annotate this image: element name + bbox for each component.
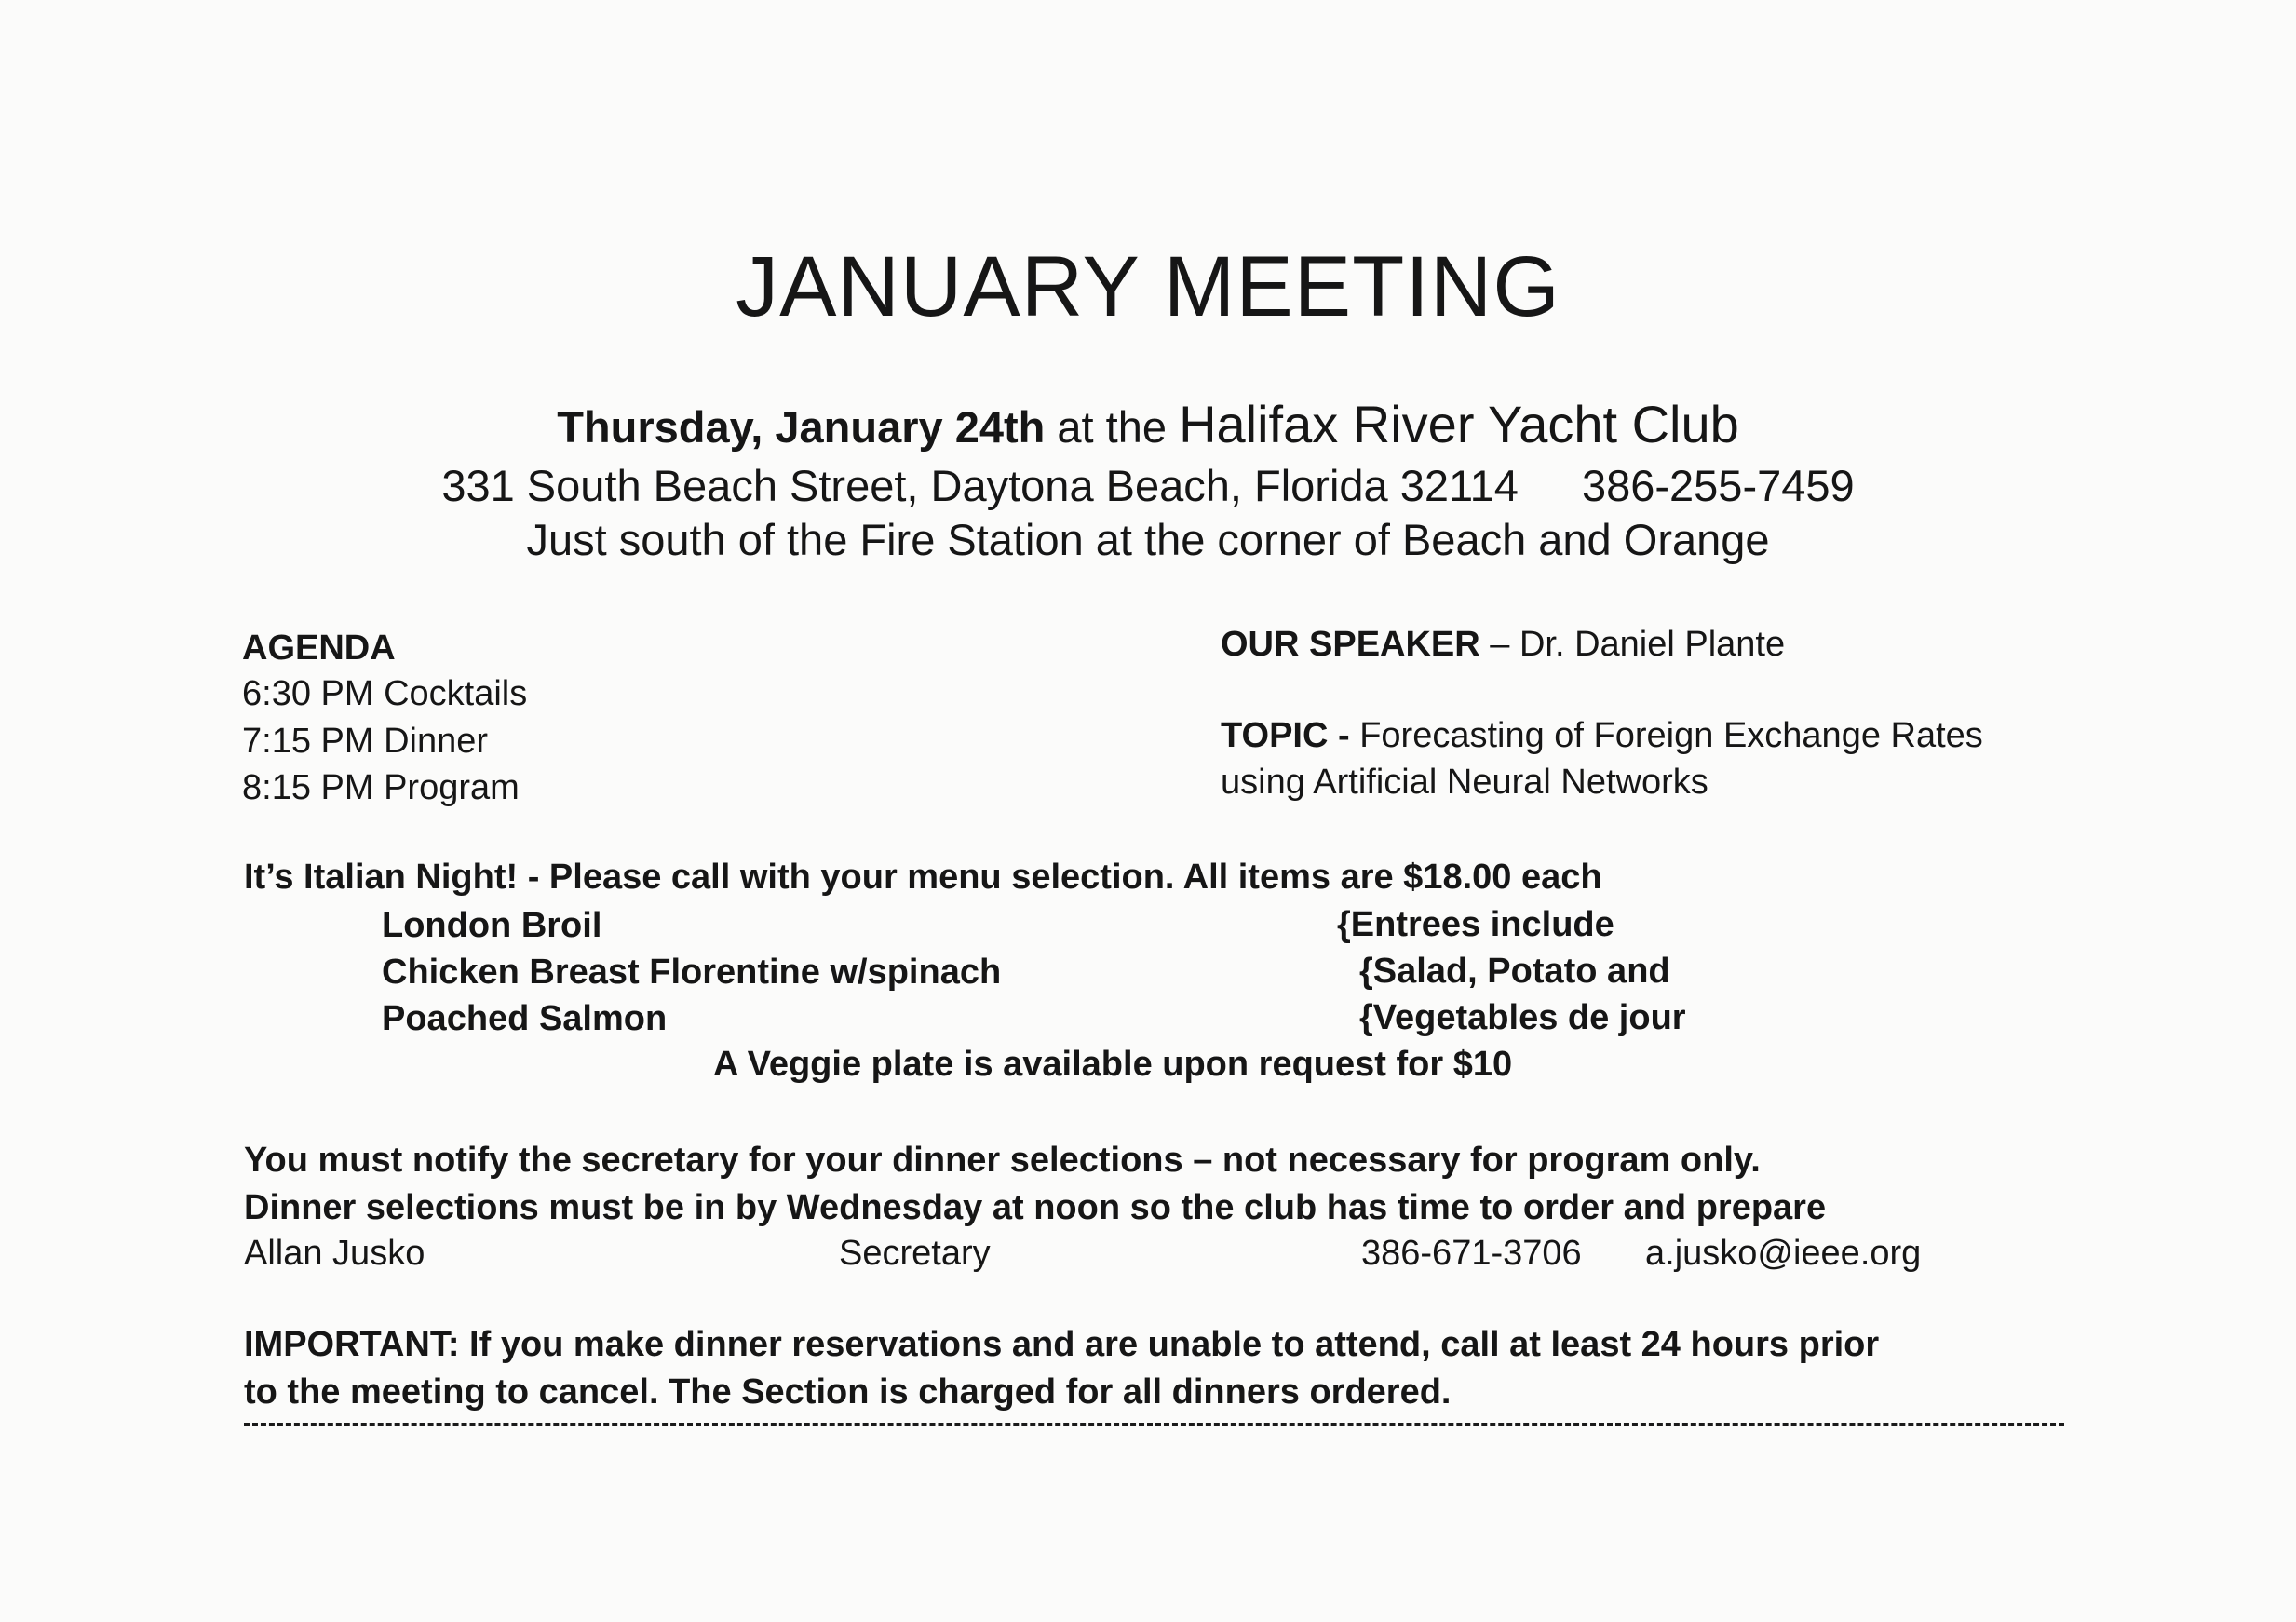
speaker-label: OUR SPEAKER (1221, 625, 1480, 664)
dashed-divider (244, 1423, 2064, 1426)
secretary-name: Allan Jusko (244, 1234, 425, 1273)
dinner-deadline-note: Dinner selections must be in by Wednesday at noon so the club has time to order and prepare (244, 1188, 1827, 1227)
speaker-line (1221, 622, 1785, 667)
page-title: JANUARY MEETING (736, 239, 1560, 334)
topic-title: Forecasting of Foreign Exchange Rates (1349, 716, 1983, 755)
speaker-name: Dr. Daniel Plante (1519, 625, 1786, 664)
entree-item: Chicken Breast Florentine w/spinach (382, 953, 1002, 992)
speaker-dash: – (1479, 625, 1519, 664)
important-notice-continued: to the meeting to cancel. The Section is charged for all dinners ordered. (244, 1372, 1452, 1412)
venue-name: Halifax River Yacht Club (1179, 395, 1739, 453)
agenda-item: 7:15 PM Dinner (242, 722, 489, 761)
secretary-role: Secretary (839, 1234, 991, 1273)
at-the-text: at the (1045, 402, 1180, 452)
notify-secretary-note: You must notify the secretary for your dinner selections – not necessary for program only. (244, 1141, 1761, 1180)
venue-directions: Just south of the Fire Station at the corner of Beach and Orange (526, 515, 1770, 564)
secretary-phone: 386-671-3706 (1361, 1234, 1582, 1273)
topic-label: TOPIC - (1221, 716, 1350, 755)
agenda-item: 6:30 PM Cocktails (242, 674, 528, 713)
entree-includes-note: {Salad, Potato and (1359, 952, 1670, 991)
meeting-date: Thursday, January 24th (557, 402, 1046, 452)
street-address: 331 South Beach Street, Daytona Beach, Florida 32114 (441, 461, 1519, 510)
veggie-plate-note: A Veggie plate is available upon request for $10 (713, 1045, 1513, 1084)
entree-includes-note: {Vegetables de jour (1359, 998, 1686, 1037)
topic-line (1221, 713, 1983, 758)
meeting-date-venue (0, 395, 2296, 453)
menu-intro: It’s Italian Night! - Please call with your menu selection. All items are $18.00 each (244, 858, 1602, 897)
entree-item: Poached Salmon (382, 999, 668, 1038)
venue-address (0, 460, 2296, 512)
venue-phone: 386-255-7459 (1581, 461, 1855, 510)
entree-includes-note: {Entrees include (1337, 905, 1614, 944)
secretary-email: a.jusko@ieee.org (1645, 1234, 1922, 1273)
agenda-heading: AGENDA (242, 629, 396, 668)
topic-title-continued: using Artificial Neural Networks (1221, 763, 1708, 802)
agenda-item: 8:15 PM Program (242, 768, 520, 807)
entree-item: London Broil (382, 906, 602, 945)
important-notice: IMPORTANT: If you make dinner reservations and are unable to attend, call at least 24 hours prior (244, 1325, 1880, 1364)
